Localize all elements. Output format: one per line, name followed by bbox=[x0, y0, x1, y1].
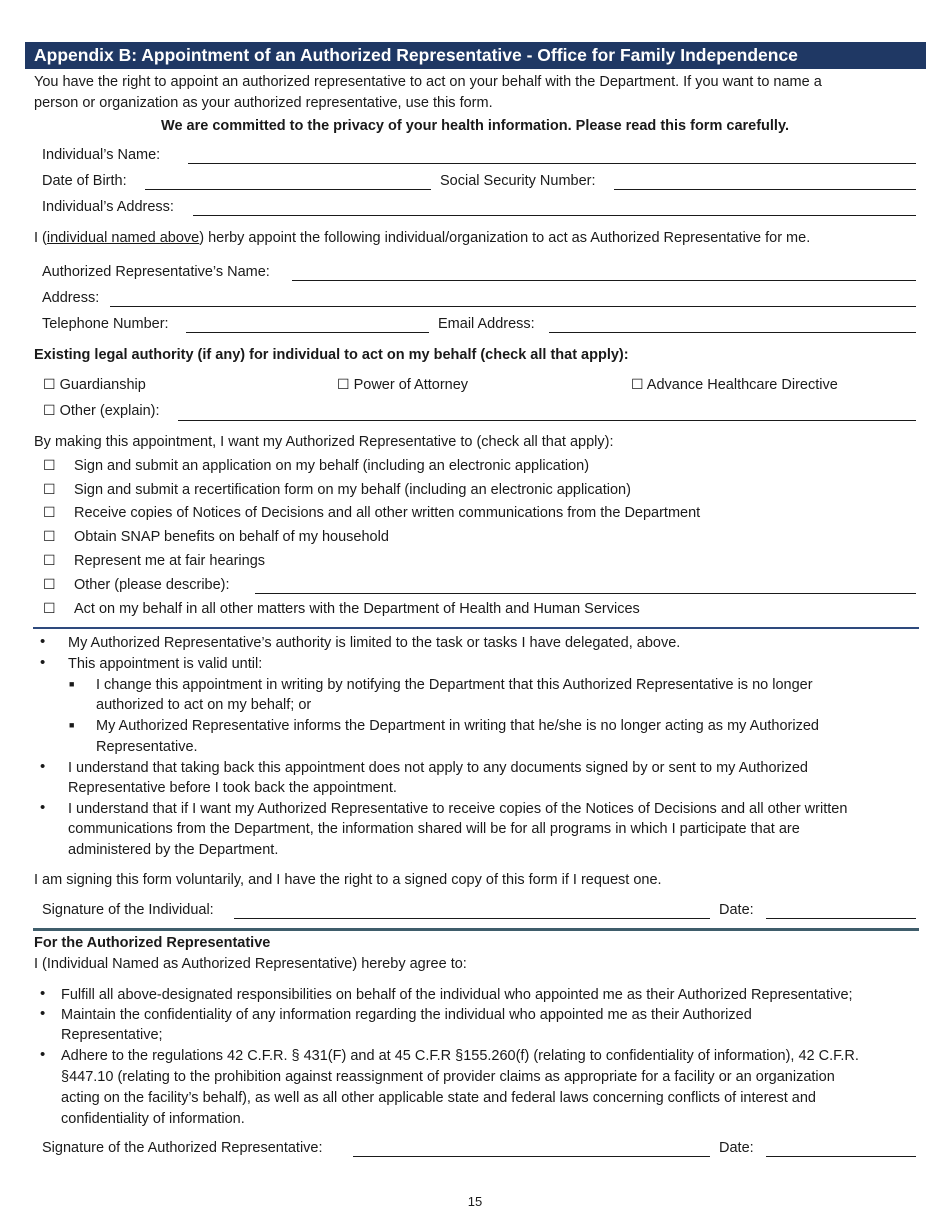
bullet-dot: • bbox=[40, 1046, 46, 1063]
bullet-dot: • bbox=[40, 985, 46, 1002]
rep-section-intro: I (Individual Named as Authorized Representative) hereby agree to: bbox=[34, 956, 467, 972]
other-authority-field[interactable] bbox=[178, 420, 916, 421]
permission-checkbox-5[interactable]: ☐ bbox=[43, 553, 56, 569]
individual-name-label: Individual’s Name: bbox=[42, 147, 161, 163]
permission-label-4: Obtain SNAP benefits on behalf of my household bbox=[74, 529, 389, 545]
term-copies-line-3: administered by the Department. bbox=[68, 842, 279, 858]
rep-section-heading: For the Authorized Representative bbox=[34, 935, 271, 951]
rep-address-field[interactable] bbox=[110, 306, 916, 307]
term-valid-until: This appointment is valid until: bbox=[68, 656, 263, 672]
advance-directive-checkbox[interactable]: ☐ bbox=[631, 377, 644, 393]
bullet-dot: • bbox=[40, 799, 46, 816]
rep-agree-responsibilities: Fulfill all above-designated responsibilities on behalf of the individual who appointed me as their Authorized Representative; bbox=[61, 987, 853, 1003]
individual-address-field[interactable] bbox=[193, 215, 916, 216]
rep-date-label: Date: bbox=[719, 1140, 754, 1156]
permission-label-1: Sign and submit an application on my behalf (including an electronic application) bbox=[74, 458, 590, 474]
permission-checkbox-1[interactable]: ☐ bbox=[43, 458, 56, 474]
individual-named-above: individual named above bbox=[46, 230, 200, 246]
rep-agree-confidentiality-line-2: Representative; bbox=[61, 1027, 163, 1043]
permission-checkbox-3[interactable]: ☐ bbox=[43, 505, 56, 521]
section-divider-thick bbox=[33, 928, 919, 931]
permission-label-5: Represent me at fair hearings bbox=[74, 553, 266, 569]
square-bullet: ■ bbox=[69, 679, 75, 689]
other-authority-label: Other (explain): bbox=[59, 403, 160, 419]
term-copies-line-2: communications from the Department, the information shared will be for all programs in which I participate that are bbox=[68, 821, 800, 837]
section-title: Appendix B: Appointment of an Authorized Representative - Office for Family Independence bbox=[25, 42, 926, 69]
rep-signature-label: Signature of the Authorized Representative: bbox=[42, 1140, 323, 1156]
permission-label-7: Act on my behalf in all other matters with the Department of Health and Human Services bbox=[74, 601, 640, 617]
rep-phone-field[interactable] bbox=[186, 332, 429, 333]
rep-date-field[interactable] bbox=[766, 1156, 916, 1157]
voluntary-statement: I am signing this form voluntarily, and I have the right to a signed copy of this form if I request one. bbox=[34, 872, 662, 888]
intro-line-1: You have the right to appoint an authorized representative to act on your behalf with the Department. If you want to name a bbox=[34, 74, 822, 90]
advance-directive-option[interactable] bbox=[631, 376, 838, 394]
intro-line-2: person or organization as your authorized representative, use this form. bbox=[34, 95, 493, 111]
permission-checkbox-4[interactable]: ☐ bbox=[43, 529, 56, 545]
other-permission-field[interactable] bbox=[255, 593, 916, 594]
privacy-notice: We are committed to the privacy of your health information. Please read this form carefully. bbox=[161, 118, 789, 134]
permission-checkbox-7[interactable]: ☐ bbox=[43, 601, 56, 617]
bullet-dot: • bbox=[40, 633, 46, 650]
individual-date-label: Date: bbox=[719, 902, 754, 918]
rep-agree-regulations-line-3: acting on the facility’s behalf), as well as all other applicable state and federal laws concerning conflicts of interest and bbox=[61, 1090, 816, 1106]
section-divider bbox=[33, 627, 919, 629]
individual-address-label: Individual’s Address: bbox=[42, 199, 174, 215]
term-sub-2-line-2: Representative. bbox=[96, 739, 198, 755]
individual-signature-label: Signature of the Individual: bbox=[42, 902, 214, 918]
rep-address-label: Address: bbox=[42, 290, 100, 306]
other-authority-checkbox[interactable]: ☐ bbox=[43, 403, 56, 419]
permission-label-2: Sign and submit a recertification form on my behalf (including an electronic application) bbox=[74, 482, 631, 498]
term-sub-2-line-1: My Authorized Representative informs the Department in writing that he/she is no longer acting as my Authorized bbox=[96, 718, 819, 734]
rep-name-field[interactable] bbox=[292, 280, 916, 281]
term-copies-line-1: I understand that if I want my Authorized Representative to receive copies of the Notices of Decisions and all other written bbox=[68, 801, 848, 817]
power-of-attorney-label: Power of Attorney bbox=[353, 377, 469, 393]
permission-label-3: Receive copies of Notices of Decisions and all other written communications from the Department bbox=[74, 505, 701, 521]
permissions-intro: By making this appointment, I want my Authorized Representative to (check all that apply): bbox=[34, 434, 614, 450]
ssn-field[interactable] bbox=[614, 189, 916, 190]
advance-directive-label: Advance Healthcare Directive bbox=[646, 377, 838, 393]
permission-checkbox-2[interactable]: ☐ bbox=[43, 482, 56, 498]
dob-field[interactable] bbox=[145, 189, 431, 190]
rep-email-field[interactable] bbox=[549, 332, 916, 333]
rep-agree-regulations-line-1: Adhere to the regulations 42 C.F.R. § 431(F) and at 45 C.F.R §155.260(f) (relating to confidentiality of information), 42 C.F.R. bbox=[61, 1048, 859, 1064]
rep-signature-field[interactable] bbox=[353, 1156, 710, 1157]
power-of-attorney-checkbox[interactable]: ☐ bbox=[337, 377, 350, 393]
permission-checkbox-6[interactable]: ☐ bbox=[43, 577, 56, 593]
page-number: 15 bbox=[467, 1194, 483, 1209]
rep-email-label: Email Address: bbox=[438, 316, 535, 332]
guardianship-checkbox[interactable]: ☐ bbox=[43, 377, 56, 393]
term-sub-1-line-1: I change this appointment in writing by notifying the Department that this Authorized Representative is no longer bbox=[96, 677, 813, 693]
bullet-dot: • bbox=[40, 1005, 46, 1022]
ssn-label: Social Security Number: bbox=[440, 173, 596, 189]
bullet-dot: • bbox=[40, 654, 46, 671]
individual-name-field[interactable] bbox=[188, 163, 916, 164]
appointment-statement: I (individual named above) herby appoint the following individual/organization to act as Authorized Representative for me. bbox=[34, 230, 811, 246]
bullet-dot: • bbox=[40, 758, 46, 775]
guardianship-option[interactable] bbox=[43, 376, 146, 394]
rep-agree-regulations-line-4: confidentiality of information. bbox=[61, 1111, 245, 1127]
term-authority-limited: My Authorized Representative’s authority is limited to the task or tasks I have delegated, above. bbox=[68, 635, 681, 651]
permission-label-6: Other (please describe): bbox=[74, 577, 230, 593]
square-bullet: ■ bbox=[69, 720, 75, 730]
individual-date-field[interactable] bbox=[766, 918, 916, 919]
term-revocation-line-1: I understand that taking back this appointment does not apply to any documents signed by or sent to my Authorized bbox=[68, 760, 808, 776]
guardianship-label: Guardianship bbox=[59, 377, 146, 393]
rep-agree-confidentiality-line-1: Maintain the confidentiality of any information regarding the individual who appointed me as their Authorized bbox=[61, 1007, 752, 1023]
rep-agree-regulations-line-2: §447.10 (relating to the prohibition against reassignment of provider claims as appropriate for a facility or an organization bbox=[61, 1069, 835, 1085]
term-revocation-line-2: Representative before I took back the appointment. bbox=[68, 780, 397, 796]
term-sub-1-line-2: authorized to act on my behalf; or bbox=[96, 697, 312, 713]
other-authority-option[interactable] bbox=[43, 402, 160, 420]
rep-name-label: Authorized Representative’s Name: bbox=[42, 264, 270, 280]
power-of-attorney-option[interactable] bbox=[337, 376, 468, 394]
rep-phone-label: Telephone Number: bbox=[42, 316, 169, 332]
dob-label: Date of Birth: bbox=[42, 173, 127, 189]
legal-authority-heading: Existing legal authority (if any) for individual to act on my behalf (check all that apply): bbox=[34, 347, 629, 363]
individual-signature-field[interactable] bbox=[234, 918, 710, 919]
